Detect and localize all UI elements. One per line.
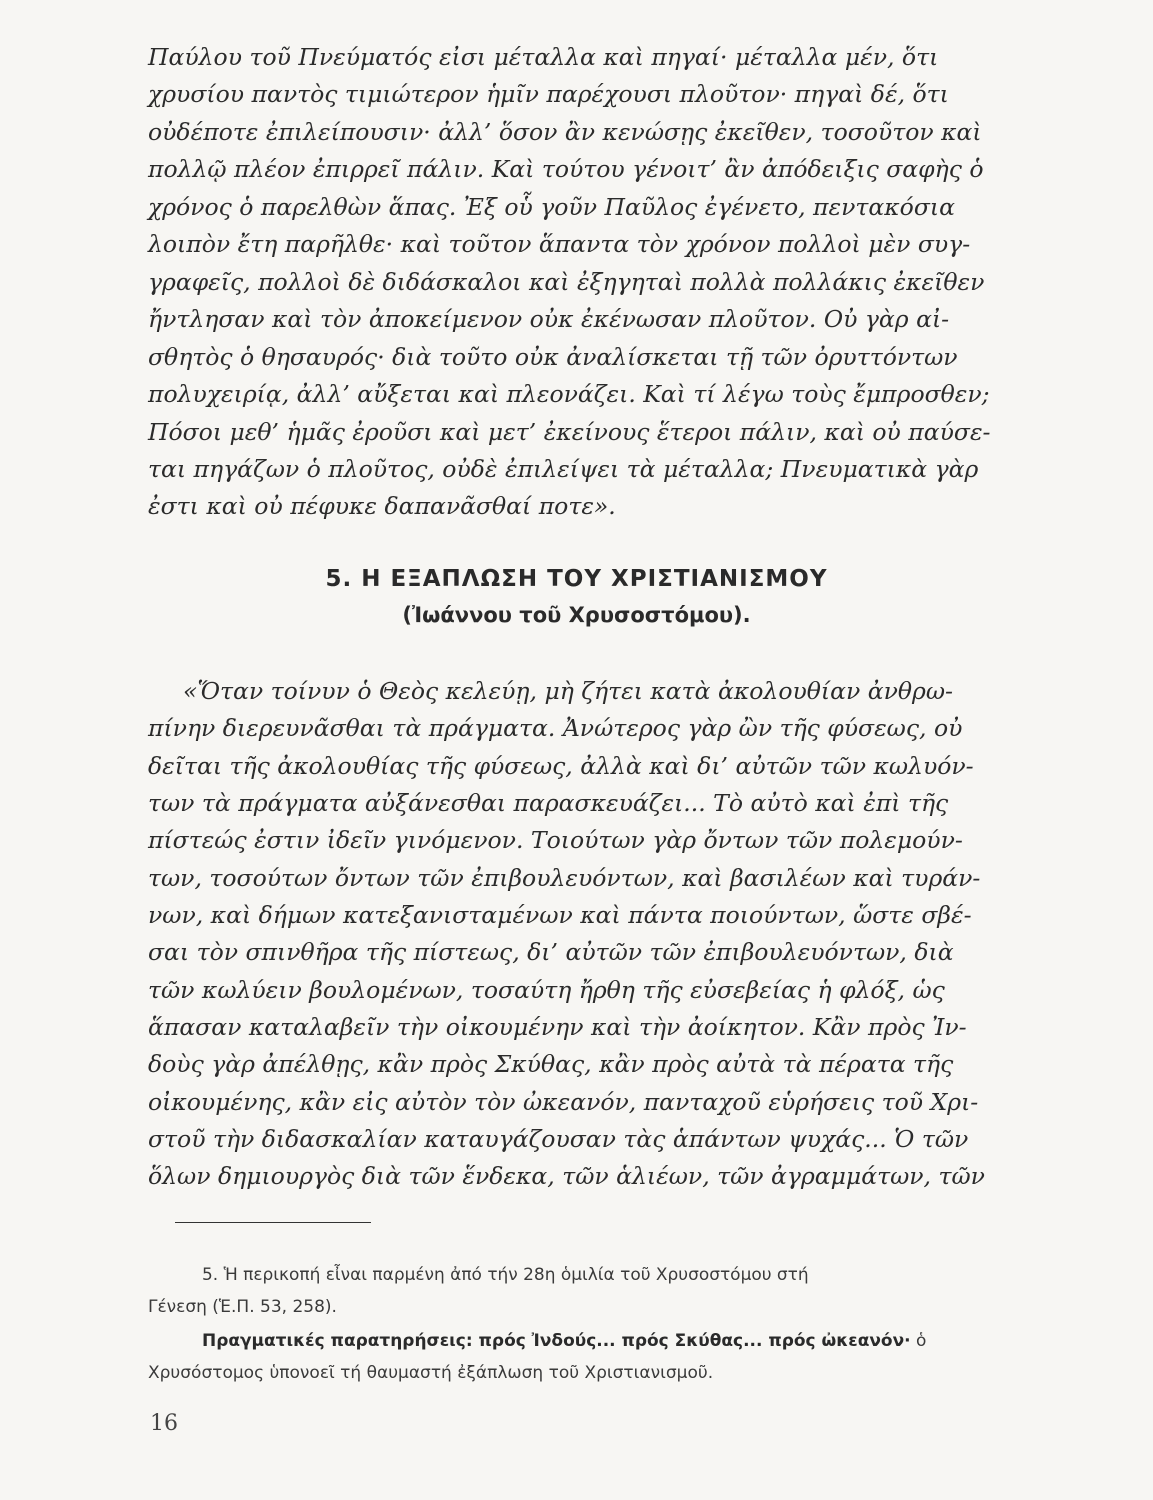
text-line: των, τοσούτων ὄντων τῶν ἐπιβουλευόντων, καὶ βασιλέων καὶ τυράν- — [148, 864, 981, 892]
text-line: τῶν κωλύειν βουλομένων, τοσαύτη ἤρθη τῆς εὐσεβείας ἡ φλόξ, ὡς — [148, 976, 945, 1004]
footnote-2-bold: Πραγματικές παρατηρήσεις: πρός Ἰνδούς... πρός Σκύθας... πρός ὠκεανόν· — [202, 1331, 911, 1351]
text-line: ἅπασαν καταλαβεῖν τὴν οἰκουμένην καὶ τὴν ἀοίκητον. Κἂν πρὸς Ἰν- — [148, 1013, 967, 1041]
section-subtitle: (Ἰωάννου τοῦ Χρυσοστόμου). — [402, 603, 751, 627]
section-title: 5. Η ΕΞΑΠΛΩΣΗ ΤΟΥ ΧΡΙΣΤΙΑΝΙΣΜΟΥ — [325, 566, 828, 592]
text-line: σαι τὸν σπινθῆρα τῆς πίστεως, δι’ αὐτῶν τῶν ἐπιβουλευόντων, διὰ — [148, 938, 954, 966]
text-line: χρυσίου παντὸς τιμιώτερον ἡμῖν παρέχουσι πλοῦτον· πηγαὶ δέ, ὅτι — [148, 80, 949, 108]
footnote-divider — [175, 1222, 371, 1223]
text-line: δοὺς γὰρ ἀπέλθῃς, κἂν πρὸς Σκύθας, κἂν πρὸς αὐτὰ τὰ πέρατα τῆς — [148, 1050, 954, 1078]
text-line: «Ὅταν τοίνυν ὁ Θεὸς κελεύῃ, μὴ ζήτει κατὰ ἀκολουθίαν ἀνθρω- — [183, 677, 953, 705]
text-line: χρόνος ὁ παρελθὼν ἅπας. Ἐξ οὗ γοῦν Παῦλος ἐγένετο, πεντακόσια — [148, 193, 955, 221]
footnote-2 — [202, 1331, 1050, 1351]
footnote-2-continued: Χρυσόστομος ὑπονοεῖ τή θαυμαστή ἐξάπλωση τοῦ Χριστιανισμοῦ. — [148, 1363, 714, 1383]
footnote-2-rest: ὁ — [910, 1331, 927, 1351]
text-line: Παύλου τοῦ Πνεύματός εἰσι μέταλλα καὶ πηγαί· μέταλλα μέν, ὅτι — [148, 43, 939, 71]
text-line: στοῦ τὴν διδασκαλίαν καταυγάζουσαν τὰς ἁπάντων ψυχάς... Ὁ τῶν — [148, 1125, 969, 1153]
text-line: Πόσοι μεθ’ ἡμᾶς ἐροῦσι καὶ μετ’ ἐκείνους ἕτεροι πάλιν, καὶ οὐ παύσε- — [148, 418, 991, 446]
text-line: σθητὸς ὁ θησαυρός· διὰ τοῦτο οὐκ ἀναλίσκεται τῇ τῶν ὀρυττόντων — [148, 343, 958, 371]
text-line: πίνην διερευνᾶσθαι τὰ πράγματα. Ἀνώτερος γὰρ ὢν τῆς φύσεως, οὐ — [148, 714, 963, 742]
text-line: δεῖται τῆς ἀκολουθίας τῆς φύσεως, ἀλλὰ καὶ δι’ αὐτῶν τῶν κωλυόν- — [148, 752, 974, 780]
text-line: νων, καὶ δήμων κατεξανισταμένων καὶ πάντα ποιούντων, ὥστε σβέ- — [148, 901, 972, 929]
text-line: ἤντλησαν καὶ τὸν ἀποκείμενον οὐκ ἐκένωσαν πλοῦτον. Οὐ γὰρ αἰ- — [148, 305, 950, 333]
text-line: πολλῷ πλέον ἐπιρρεῖ πάλιν. Καὶ τούτου γένοιτ’ ἂν ἀπόδειξις σαφὴς ὁ — [148, 155, 984, 183]
text-line: των τὰ πράγματα αὐξάνεσθαι παρασκευάζει... Τὸ αὐτὸ καὶ ἐπὶ τῆς — [148, 789, 949, 817]
text-line: ται πηγάζων ὁ πλοῦτος, οὐδὲ ἐπιλείψει τὰ μέταλλα; Πνευματικὰ γὰρ — [148, 455, 979, 483]
footnote-1: 5. Ἡ περικοπή εἶναι παρμένη ἀπό τήν 28η ὁμιλία τοῦ Χρυσοστόμου στή — [202, 1265, 809, 1285]
text-line: οἰκουμένης, κἂν εἰς αὐτὸν τὸν ὠκεανόν, πανταχοῦ εὑρήσεις τοῦ Χρι- — [148, 1088, 979, 1116]
footnote-1-continued: Γένεση (Ἑ.Π. 53, 258). — [148, 1297, 337, 1317]
text-line: λοιπὸν ἔτη παρῆλθε· καὶ τοῦτον ἅπαντα τὸν χρόνον πολλοὶ μὲν συγ- — [148, 230, 971, 258]
text-line: πίστεώς ἐστιν ἰδεῖν γινόμενον. Τοιούτων γὰρ ὄντων τῶν πολεμούν- — [148, 826, 963, 854]
text-line: οὐδέποτε ἐπιλείπουσιν· ἀλλ’ ὅσον ἂν κενώσῃς ἐκεῖθεν, τοσοῦτον καὶ — [148, 118, 982, 146]
text-line: ὅλων δημιουργὸς διὰ τῶν ἕνδεκα, τῶν ἁλιέων, τῶν ἀγραμμάτων, τῶν — [148, 1162, 985, 1190]
text-line: ἐστι καὶ οὐ πέφυκε δαπανᾶσθαί ποτε». — [148, 492, 616, 520]
page-number: 16 — [150, 1411, 178, 1436]
text-line: γραφεῖς, πολλοὶ δὲ διδάσκαλοι καὶ ἐξηγηταὶ πολλὰ πολλάκις ἐκεῖθεν — [148, 268, 985, 296]
text-line: πολυχειρίᾳ, ἀλλ’ αὔξεται καὶ πλεονάζει. Καὶ τί λέγω τοὺς ἔμπροσθεν; — [148, 380, 990, 408]
